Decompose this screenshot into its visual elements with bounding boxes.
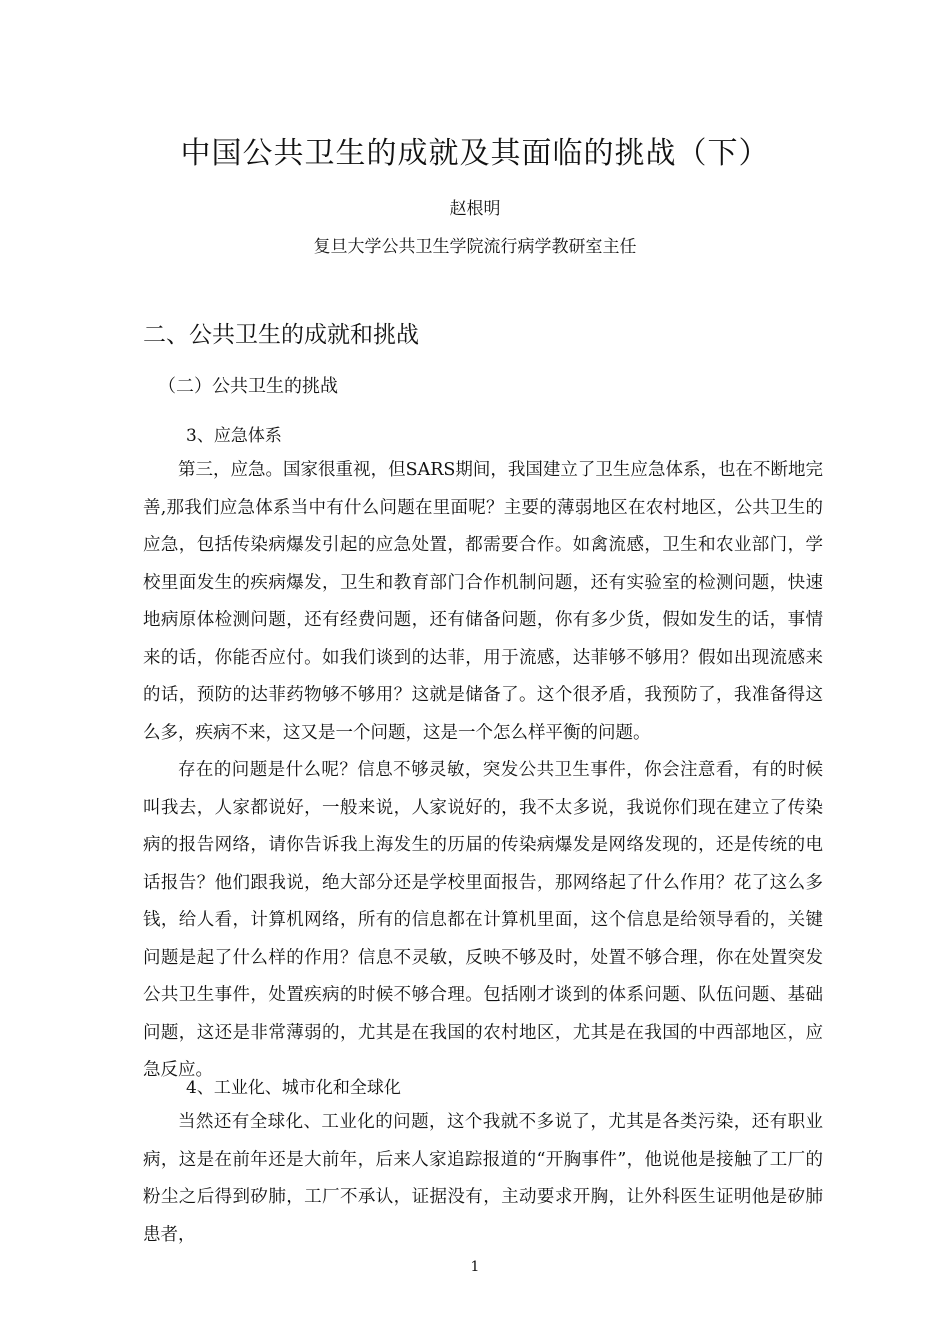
topic-heading-industrialization: 4、工业化、城市化和全球化 bbox=[186, 1078, 401, 1098]
author-name: 赵根明 bbox=[449, 199, 501, 219]
paragraph-problems: 存在的问题是什么呢？信息不够灵敏，突发公共卫生事件，你会注意看，有的时候叫我去，人家都说好，一般来说，人家说好的，我不太多说，我说你们现在建立了传染病的报告网络，请你告诉我上海发生的历届的传染病爆发是网络发现的，还是传统的电话报告？他们跟我说，绝大部分还是学校里面报告，那网络起了什么作用？花了这么多钱，给人看，计算机网络，所有的信息都在计算机里面，这个信息是给领导看的，关键问题是起了什么样的作用？信息不灵敏，反映不够及时，处置不够合理，你在处置突发公共卫生事件，处置疾病的时候不够合理。包括刚才谈到的体系问题、队伍问题、基础问题，这还是非常薄弱的，尤其是在我国的农村地区，尤其是在我国的中西部地区，应急反应。 bbox=[143, 760, 823, 1080]
document-title: 中国公共卫生的成就及其面临的挑战（下） bbox=[180, 136, 770, 171]
paragraph-globalization: 当然还有全球化、工业化的问题，这个我就不多说了，尤其是各类污染，还有职业病，这是在前年还是大前年，后来人家追踪报道的“开胸事件”，他说他是接触了工厂的粉尘之后得到矽肺，工厂不承认，证据没有，主动要求开胸，让外科医生证明他是矽肺患者， bbox=[143, 1112, 823, 1245]
author-affiliation: 复旦大学公共卫生学院流行病学教研室主任 bbox=[313, 237, 637, 257]
subsection-heading: （二）公共卫生的挑战 bbox=[158, 376, 338, 397]
topic-heading-emergency-system: 3、应急体系 bbox=[186, 426, 282, 446]
paragraph-emergency: 第三，应急。国家很重视，但SARS期间，我国建立了卫生应急体系，也在不断地完善,那我们应急体系当中有什么问题在里面呢？主要的薄弱地区在农村地区，公共卫生的应急，包括传染病爆发引起的应急处置，都需要合作。如禽流感，卫生和农业部门，学校里面发生的疾病爆发，卫生和教育部门合作机制问题，还有实验室的检测问题，快速地病原体检测问题，还有经费问题，还有储备问题，你有多少货，假如发生的话，事情来的话，你能否应付。如我们谈到的达菲，用于流感，达菲够不够用？假如出现流感来的话，预防的达菲药物够不够用？这就是储备了。这个很矛盾，我预防了，我准备得这么多，疾病不来，这又是一个问题，这是一个怎么样平衡的问题。 bbox=[143, 460, 823, 743]
section-heading: 二、公共卫生的成就和挑战 bbox=[143, 322, 419, 348]
page-number: 1 bbox=[470, 1259, 480, 1275]
